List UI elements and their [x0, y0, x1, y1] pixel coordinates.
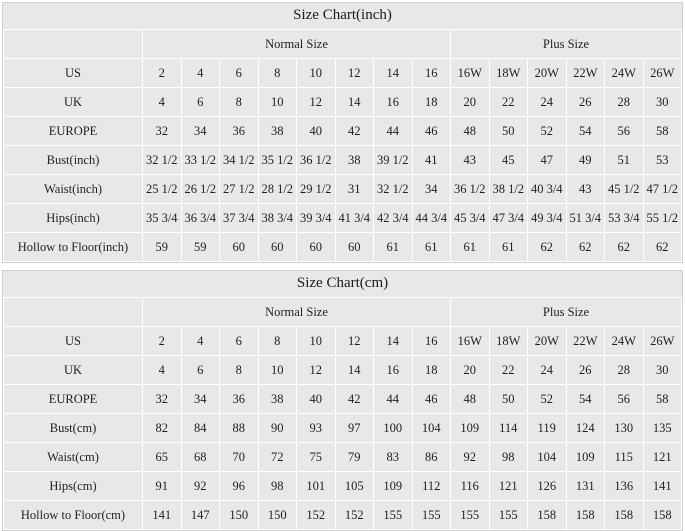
cell: 70 — [220, 443, 259, 472]
cell: 58 — [643, 117, 682, 146]
cell: 152 — [335, 501, 374, 530]
cell: 49 3/4 — [528, 204, 567, 233]
cell: 109 — [374, 472, 413, 501]
cell: 12 — [297, 356, 336, 385]
cell: 101 — [297, 472, 336, 501]
cell: 38 — [335, 146, 374, 175]
cell: 42 3/4 — [374, 204, 413, 233]
cell: 72 — [258, 443, 297, 472]
cell: 55 1/2 — [643, 204, 682, 233]
cell: 6 — [220, 59, 259, 88]
cell: 43 — [451, 146, 490, 175]
cell: 34 — [181, 117, 220, 146]
cell: 4 — [181, 59, 220, 88]
row-label: Bust(cm) — [4, 414, 143, 443]
cell: 22 — [489, 356, 528, 385]
cell: 42 — [335, 117, 374, 146]
cell: 28 — [605, 356, 644, 385]
cell: 47 1/2 — [643, 175, 682, 204]
cell: 62 — [566, 233, 605, 262]
cell: 8 — [220, 356, 259, 385]
cell: 84 — [181, 414, 220, 443]
row-label: UK — [4, 88, 143, 117]
cell: 152 — [297, 501, 336, 530]
cell: 50 — [489, 117, 528, 146]
cell: 58 — [643, 385, 682, 414]
size-chart-cm-block — [2, 270, 683, 531]
table-row — [4, 443, 682, 472]
cell: 141 — [143, 501, 182, 530]
cell: 8 — [258, 327, 297, 356]
cell: 109 — [451, 414, 490, 443]
cell: 44 3/4 — [412, 204, 451, 233]
cell: 114 — [489, 414, 528, 443]
cell: 45 1/2 — [605, 175, 644, 204]
cell: 20 — [451, 88, 490, 117]
group-header-normal: Normal Size — [143, 30, 451, 59]
cell: 38 — [258, 117, 297, 146]
cell: 14 — [374, 59, 413, 88]
cell: 155 — [412, 501, 451, 530]
cell: 91 — [143, 472, 182, 501]
cell: 65 — [143, 443, 182, 472]
cell: 4 — [143, 356, 182, 385]
cell: 12 — [335, 327, 374, 356]
cell: 41 3/4 — [335, 204, 374, 233]
cell: 40 3/4 — [528, 175, 567, 204]
cell: 44 — [374, 117, 413, 146]
cell: 8 — [258, 59, 297, 88]
cell: 92 — [451, 443, 490, 472]
cell: 62 — [643, 233, 682, 262]
row-label: Waist(cm) — [4, 443, 143, 472]
cell: 98 — [489, 443, 528, 472]
cell: 22W — [566, 59, 605, 88]
table-row — [4, 472, 682, 501]
cell: 38 1/2 — [489, 175, 528, 204]
cell: 104 — [528, 443, 567, 472]
group-header-blank — [4, 298, 143, 327]
cell: 26 — [566, 356, 605, 385]
chart-title-inch: Size Chart(inch) — [3, 3, 682, 29]
size-table-inch — [3, 29, 682, 262]
cell: 68 — [181, 443, 220, 472]
cell: 158 — [528, 501, 567, 530]
cell: 45 — [489, 146, 528, 175]
table-row — [4, 356, 682, 385]
cell: 46 — [412, 385, 451, 414]
cell: 61 — [489, 233, 528, 262]
row-label: Waist(inch) — [4, 175, 143, 204]
cell: 38 — [258, 385, 297, 414]
cell: 18W — [489, 327, 528, 356]
cell: 62 — [605, 233, 644, 262]
cell: 96 — [220, 472, 259, 501]
cell: 62 — [528, 233, 567, 262]
cell: 39 1/2 — [374, 146, 413, 175]
cell: 150 — [258, 501, 297, 530]
cell: 14 — [374, 327, 413, 356]
cell: 43 — [566, 175, 605, 204]
cell: 56 — [605, 117, 644, 146]
size-chart-page — [0, 2, 685, 531]
cell: 61 — [451, 233, 490, 262]
cell: 12 — [335, 59, 374, 88]
cell: 135 — [643, 414, 682, 443]
table-row — [4, 204, 682, 233]
cell: 59 — [143, 233, 182, 262]
row-label: Hollow to Floor(inch) — [4, 233, 143, 262]
cell: 31 — [335, 175, 374, 204]
row-label: EUROPE — [4, 385, 143, 414]
cell: 36 1/2 — [451, 175, 490, 204]
cell: 6 — [181, 88, 220, 117]
cell: 54 — [566, 385, 605, 414]
cell: 30 — [643, 356, 682, 385]
cell: 16 — [412, 327, 451, 356]
cell: 48 — [451, 117, 490, 146]
cell: 2 — [143, 59, 182, 88]
cell: 131 — [566, 472, 605, 501]
cell: 16W — [451, 327, 490, 356]
table-row — [4, 146, 682, 175]
cell: 52 — [528, 117, 567, 146]
cell: 60 — [297, 233, 336, 262]
group-header-plus: Plus Size — [451, 298, 682, 327]
cell: 147 — [181, 501, 220, 530]
cell: 82 — [143, 414, 182, 443]
cell: 20 — [451, 356, 490, 385]
cell: 26 1/2 — [181, 175, 220, 204]
row-label: Bust(inch) — [4, 146, 143, 175]
cell: 26W — [643, 59, 682, 88]
row-label: US — [4, 327, 143, 356]
cell: 88 — [220, 414, 259, 443]
chart-title-cm: Size Chart(cm) — [3, 271, 682, 297]
cell: 38 3/4 — [258, 204, 297, 233]
cell: 25 1/2 — [143, 175, 182, 204]
cell: 51 — [605, 146, 644, 175]
cell: 34 1/2 — [220, 146, 259, 175]
table-row — [4, 175, 682, 204]
cell: 14 — [335, 356, 374, 385]
cell: 18 — [412, 88, 451, 117]
table-row — [4, 501, 682, 530]
cell: 93 — [297, 414, 336, 443]
cell: 136 — [605, 472, 644, 501]
cell: 26 — [566, 88, 605, 117]
cell: 10 — [258, 88, 297, 117]
cell: 6 — [220, 327, 259, 356]
row-label: US — [4, 59, 143, 88]
cell: 12 — [297, 88, 336, 117]
cell: 24W — [605, 327, 644, 356]
cell: 16 — [412, 59, 451, 88]
cell: 32 — [143, 385, 182, 414]
table-row — [4, 59, 682, 88]
cell: 158 — [566, 501, 605, 530]
cell: 150 — [220, 501, 259, 530]
row-label: Hips(cm) — [4, 472, 143, 501]
cell: 40 — [297, 385, 336, 414]
cell: 83 — [374, 443, 413, 472]
cell: 124 — [566, 414, 605, 443]
cell: 60 — [258, 233, 297, 262]
cell: 53 — [643, 146, 682, 175]
cell: 158 — [605, 501, 644, 530]
cell: 121 — [489, 472, 528, 501]
cell: 24W — [605, 59, 644, 88]
cell: 20W — [528, 327, 567, 356]
cell: 24 — [528, 356, 567, 385]
cell: 61 — [412, 233, 451, 262]
group-header-normal: Normal Size — [143, 298, 451, 327]
cell: 59 — [181, 233, 220, 262]
table-row — [4, 414, 682, 443]
cell: 92 — [181, 472, 220, 501]
cell: 100 — [374, 414, 413, 443]
table-row — [4, 233, 682, 262]
group-header-row — [4, 298, 682, 327]
size-chart-inch-block — [2, 2, 683, 263]
cell: 86 — [412, 443, 451, 472]
cell: 35 3/4 — [143, 204, 182, 233]
cell: 60 — [335, 233, 374, 262]
cell: 52 — [528, 385, 567, 414]
cell: 75 — [297, 443, 336, 472]
cell: 44 — [374, 385, 413, 414]
cell: 4 — [181, 327, 220, 356]
cell: 105 — [335, 472, 374, 501]
cell: 8 — [220, 88, 259, 117]
cell: 49 — [566, 146, 605, 175]
cell: 42 — [335, 385, 374, 414]
cell: 2 — [143, 327, 182, 356]
cell: 115 — [605, 443, 644, 472]
cell: 18W — [489, 59, 528, 88]
cell: 18 — [412, 356, 451, 385]
cell: 4 — [143, 88, 182, 117]
cell: 24 — [528, 88, 567, 117]
cell: 34 — [181, 385, 220, 414]
cell: 56 — [605, 385, 644, 414]
cell: 130 — [605, 414, 644, 443]
table-row — [4, 88, 682, 117]
cell: 39 3/4 — [297, 204, 336, 233]
cell: 30 — [643, 88, 682, 117]
cell: 29 1/2 — [297, 175, 336, 204]
cell: 79 — [335, 443, 374, 472]
cell: 32 1/2 — [374, 175, 413, 204]
cell: 16W — [451, 59, 490, 88]
cell: 47 — [528, 146, 567, 175]
cell: 155 — [374, 501, 413, 530]
cell: 36 1/2 — [297, 146, 336, 175]
row-label: Hips(inch) — [4, 204, 143, 233]
cell: 41 — [412, 146, 451, 175]
cell: 51 3/4 — [566, 204, 605, 233]
cell: 109 — [566, 443, 605, 472]
cell: 34 — [412, 175, 451, 204]
cell: 119 — [528, 414, 567, 443]
cell: 104 — [412, 414, 451, 443]
cell: 22W — [566, 327, 605, 356]
group-header-row — [4, 30, 682, 59]
cell: 33 1/2 — [181, 146, 220, 175]
cell: 116 — [451, 472, 490, 501]
cell: 45 3/4 — [451, 204, 490, 233]
cell: 14 — [335, 88, 374, 117]
row-label: Hollow to Floor(cm) — [4, 501, 143, 530]
cell: 16 — [374, 356, 413, 385]
cell: 40 — [297, 117, 336, 146]
cell: 158 — [643, 501, 682, 530]
cell: 121 — [643, 443, 682, 472]
cell: 98 — [258, 472, 297, 501]
cell: 10 — [297, 59, 336, 88]
table-row — [4, 385, 682, 414]
cell: 10 — [297, 327, 336, 356]
cell: 27 1/2 — [220, 175, 259, 204]
cell: 112 — [412, 472, 451, 501]
table-row — [4, 327, 682, 356]
cell: 60 — [220, 233, 259, 262]
cell: 48 — [451, 385, 490, 414]
cell: 26W — [643, 327, 682, 356]
cell: 50 — [489, 385, 528, 414]
cell: 20W — [528, 59, 567, 88]
cell: 126 — [528, 472, 567, 501]
cell: 28 1/2 — [258, 175, 297, 204]
cell: 90 — [258, 414, 297, 443]
cell: 35 1/2 — [258, 146, 297, 175]
cell: 36 — [220, 117, 259, 146]
row-label: UK — [4, 356, 143, 385]
table-row — [4, 117, 682, 146]
cell: 155 — [489, 501, 528, 530]
cell: 6 — [181, 356, 220, 385]
cell: 22 — [489, 88, 528, 117]
row-label: EUROPE — [4, 117, 143, 146]
cell: 46 — [412, 117, 451, 146]
size-table-cm — [3, 297, 682, 530]
cell: 10 — [258, 356, 297, 385]
cell: 36 — [220, 385, 259, 414]
group-header-blank — [4, 30, 143, 59]
cell: 61 — [374, 233, 413, 262]
cell: 28 — [605, 88, 644, 117]
cell: 54 — [566, 117, 605, 146]
cell: 97 — [335, 414, 374, 443]
cell: 37 3/4 — [220, 204, 259, 233]
cell: 36 3/4 — [181, 204, 220, 233]
cell: 16 — [374, 88, 413, 117]
cell: 141 — [643, 472, 682, 501]
group-header-plus: Plus Size — [451, 30, 682, 59]
cell: 32 1/2 — [143, 146, 182, 175]
cell: 47 3/4 — [489, 204, 528, 233]
cell: 32 — [143, 117, 182, 146]
cell: 155 — [451, 501, 490, 530]
cell: 53 3/4 — [605, 204, 644, 233]
